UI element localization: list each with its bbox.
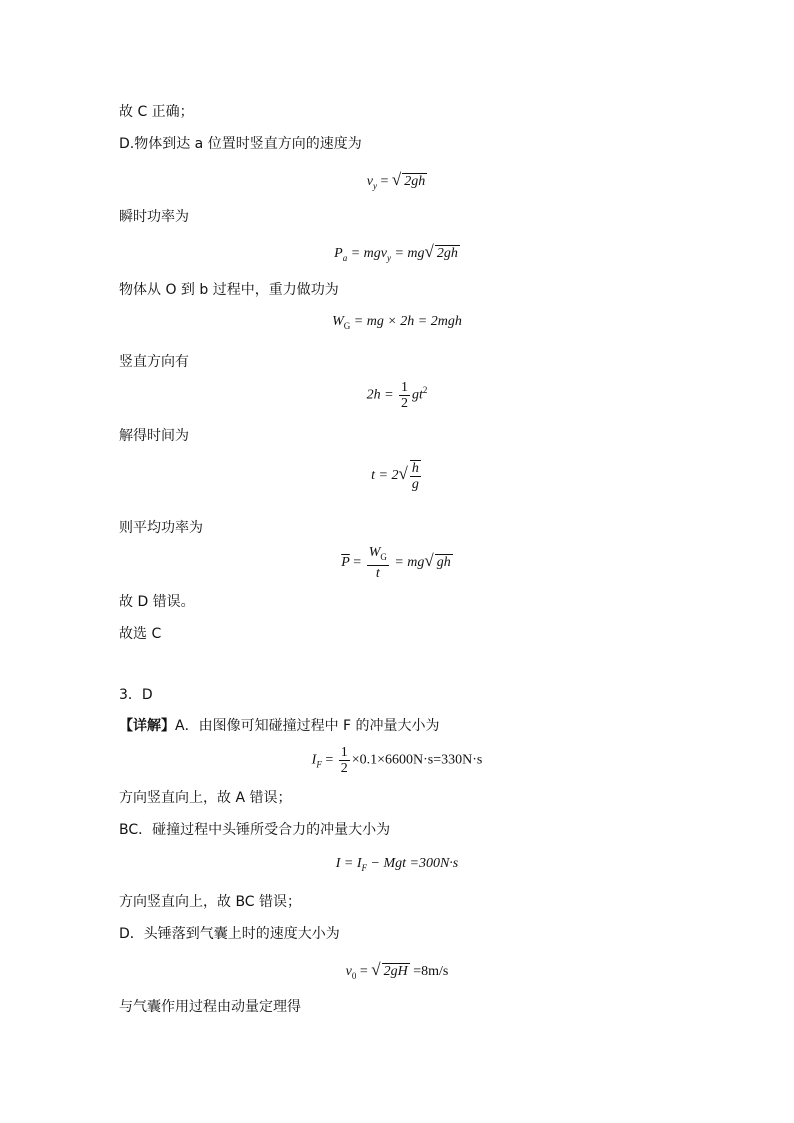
text-line: 与气囊作用过程由动量定理得 <box>119 999 301 1015</box>
text-line: BC．碰撞过程中头锤所受合力的冲量大小为 <box>119 822 391 838</box>
text-line: 【详解】A．由图像可知碰撞过程中 F 的冲量大小为 <box>119 718 440 734</box>
question-number: 3．D <box>119 687 153 703</box>
equation-net-impulse: $I = I_F$ − Mgt =300N·s <box>335 856 459 873</box>
text-line: 故 D 错误。 <box>119 594 195 610</box>
equation-work: $W_G$ = mg × 2h = 2mgh <box>332 314 462 331</box>
equation-vy: $v_y$ = √ 2gh <box>366 170 426 191</box>
equation-pa: $P_a = mgv_y = mg√$ 2gh <box>334 242 458 263</box>
text-line: D．头锤落到气囊上时的速度大小为 <box>119 926 340 942</box>
text-line: 竖直方向有 <box>119 354 189 370</box>
text-line: 物体从 O 到 b 过程中，重力做功为 <box>119 282 339 298</box>
text-line: 解得时间为 <box>119 428 189 444</box>
text-line: 瞬时功率为 <box>119 209 189 225</box>
equation-avg-power: $\overline{P}$ = $\frac{W_G}{t}$ = mg√ gh <box>341 545 451 581</box>
text-line: 故 C 正确； <box>119 104 194 120</box>
text-line: 则平均功率为 <box>119 520 203 536</box>
text-line: 方向竖直向上，故 BC 错误； <box>119 894 302 910</box>
text-line: 故选 C <box>119 626 162 642</box>
equation-v0: $v_0$ = √ 2gH =8m/s <box>345 960 449 981</box>
text-line: 方向竖直向上，故 A 错误； <box>119 790 292 806</box>
equation-time: t = 2√ $\frac{h}{g}$ <box>371 461 419 492</box>
text-line: D.物体到达 a 位置时竖直方向的速度为 <box>119 136 362 152</box>
equation-impulse-f: $I_F$ = $\frac{1}{2}$ ×0.1×6600N·s=330N·s <box>311 745 483 776</box>
equation-fall: 2h = $\frac{1}{2}$ $gt^2$ <box>366 380 428 411</box>
